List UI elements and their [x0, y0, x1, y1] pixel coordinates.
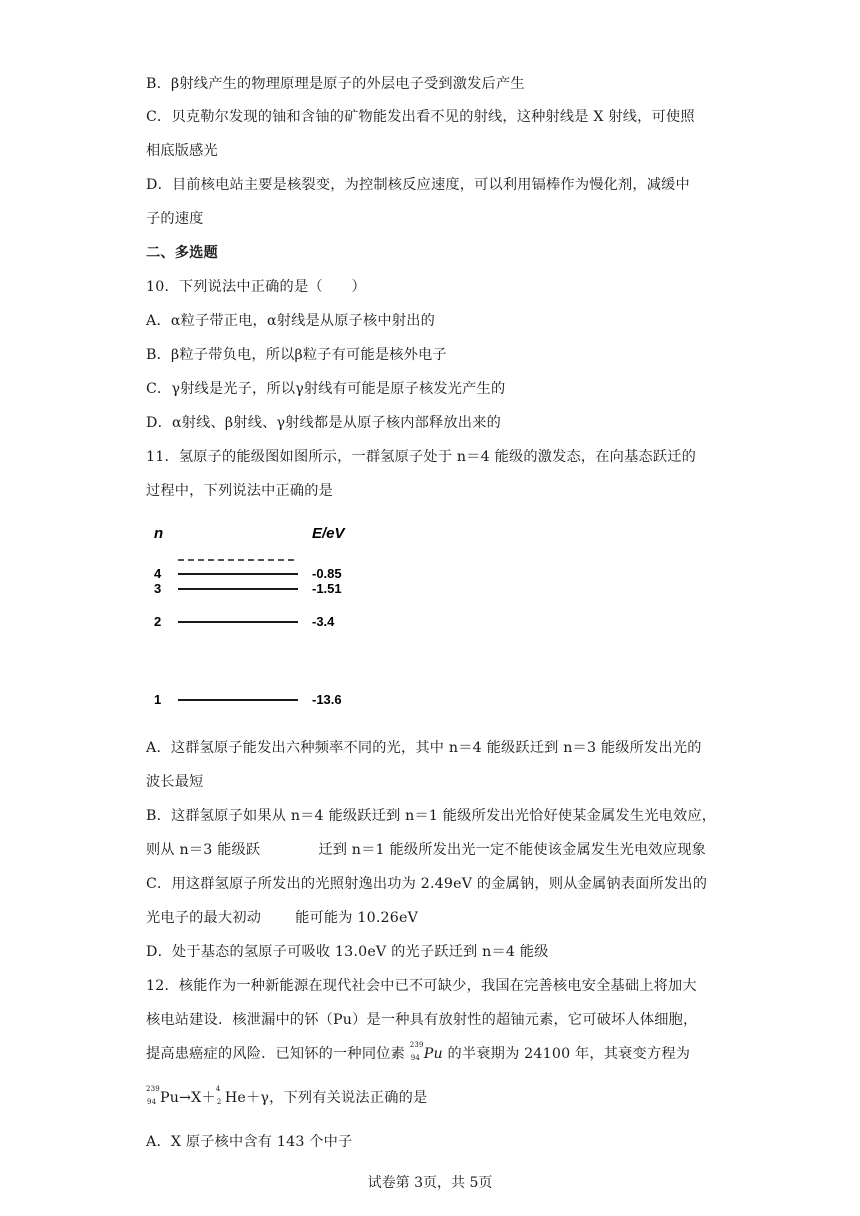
q11-option-b-line2-part1: 则从 n＝3 能级跃: [146, 842, 261, 858]
q9-option-b: B．β射线产生的物理原理是原子的外层电子受到激发后产生: [146, 76, 525, 92]
level-energy-4: -0.85: [312, 566, 342, 581]
q12-stem-line3-part1: 提高患癌症的风险．已知钚的一种同位素: [146, 1046, 405, 1062]
isotope-symbol: Pu: [423, 1046, 443, 1062]
he-notation: [215, 1085, 225, 1107]
q11-option-b-line2-part2: 迁到 n＝1 能级所发出光一定不能使该金属发生光电效应现象: [318, 842, 706, 858]
q10-option-c: C．γ射线是光子，所以γ射线有可能是原子核发光产生的: [146, 381, 506, 397]
n-axis-header: n: [154, 525, 164, 542]
pu-mass-number: 239: [146, 1085, 160, 1093]
q9-option-d-line1: D．目前核电站主要是核裂变，为控制核反应速度，可以利用镉棒作为慢化剂，减缓中: [146, 177, 690, 193]
q10-option-a: A．α粒子带正电，α射线是从原子核中射出的: [146, 313, 435, 329]
he-atomic-number: 2: [216, 1098, 222, 1106]
q11-stem-line2: 过程中，下列说法中正确的是: [146, 483, 334, 499]
q11-option-b-line2: [146, 839, 706, 859]
level-energy-1: -13.6: [312, 692, 342, 707]
q11-option-a-line1: A．这群氢原子能发出六种频率不同的光，其中 n＝4 能级跃迁到 n＝3 能级所发出光的: [146, 740, 702, 756]
isotope-atomic-number: 94: [410, 1054, 421, 1062]
q12-stem-line1: 12．核能作为一种新能源在现代社会中已不可缺少，我国在完善核电安全基础上将加大: [146, 978, 697, 994]
q11-option-c-line2: [146, 907, 418, 927]
q12-option-a: A．X 原子核中含有 143 个中子: [146, 1134, 353, 1150]
q10-stem: 10．下列说法中正确的是（ ）: [146, 279, 366, 295]
q10-option-d: D．α射线、β射线、γ射线都是从原子核内部释放出来的: [146, 415, 501, 431]
section-title-multiple-choice: 二、多选题: [146, 245, 218, 261]
level-label-4: 4: [154, 566, 162, 581]
q12-stem-line3: [146, 1043, 690, 1063]
q11-option-c-line2-part1: 光电子的最大初动: [146, 910, 262, 926]
decay-equation: [146, 1087, 427, 1107]
level-energy-2: -3.4: [312, 614, 335, 629]
energy-level-diagram: [140, 518, 400, 718]
q12-stem-line3-part2: 的半衰期为 24100 年，其衰变方程为: [447, 1046, 691, 1062]
decay-equation-part1: Pu→X＋: [160, 1090, 216, 1106]
q12-stem-line2: 核电站建设．核泄漏中的钚（Pu）是一种具有放射性的超铀元素，它可破坏人体细胞，: [146, 1012, 698, 1028]
q9-option-d-line2: 子的速度: [146, 211, 204, 227]
q10-option-b: B．β粒子带负电，所以β粒子有可能是核外电子: [146, 347, 447, 363]
he-mass-number: 4: [215, 1085, 221, 1093]
pu-notation: [146, 1085, 160, 1107]
q11-option-d: D．处于基态的氢原子可吸收 13.0eV 的光子跃迁到 n＝4 能级: [146, 944, 549, 960]
level-label-3: 3: [154, 581, 162, 596]
q9-option-c-line2: 相底版感光: [146, 143, 218, 159]
q11-option-a-line2: 波长最短: [146, 774, 204, 790]
level-energy-3: -1.51: [312, 581, 342, 596]
energy-axis-header: E/eV: [312, 525, 345, 542]
decay-equation-part2: He＋γ，下列有关说法正确的是: [224, 1090, 428, 1106]
q9-option-c-line1: C．贝克勒尔发现的铀和含铀的矿物能发出看不见的射线，这种射线是 X 射线，可使照: [146, 109, 695, 125]
q11-option-c-line2-part2: 能可能为 10.26eV: [295, 910, 419, 926]
level-label-1: 1: [154, 692, 162, 707]
page-footer: 试卷第 3页，共 5页: [367, 1175, 493, 1191]
q11-stem-line1: 11．氢原子的能级图如图所示，一群氢原子处于 n＝4 能级的激发态，在向基态跃迁的: [146, 449, 697, 465]
q11-option-c-line1: C．用这群氢原子所发出的光照射逸出功为 2.49eV 的金属钠，则从金属钠表面所发出的: [146, 876, 708, 892]
level-label-2: 2: [154, 614, 162, 629]
pu-atomic-number: 94: [147, 1098, 157, 1106]
isotope-notation: [409, 1041, 424, 1063]
isotope-mass-number: 239: [409, 1041, 424, 1049]
q11-option-b-line1: B．这群氢原子如果从 n＝4 能级跃迁到 n＝1 能级所发出光恰好使某金属发生光电效应，: [146, 808, 717, 824]
